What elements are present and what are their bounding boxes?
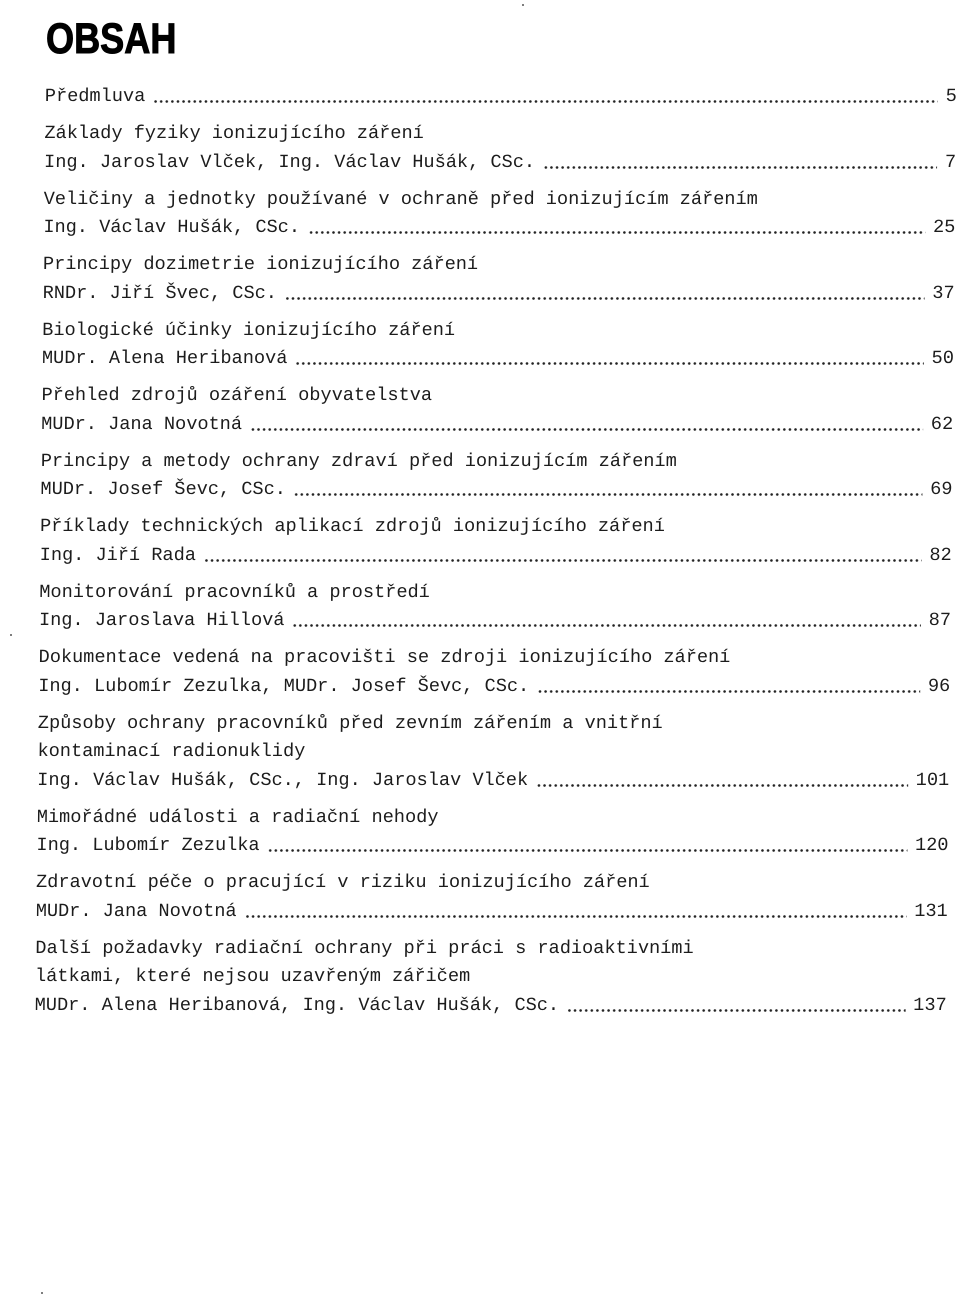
dot-leader [250, 428, 923, 431]
toc-entry [45, 83, 957, 112]
toc-entry-authors: Ing. Václav Hušák, CSc., Ing. Jaroslav Vlček [37, 769, 529, 791]
toc-entry [35, 935, 948, 1021]
toc-entry [38, 644, 951, 701]
dot-leader [285, 297, 924, 300]
toc-entry-title: Principy dozimetrie ionizujícího záření [42, 254, 479, 275]
toc-entry [36, 869, 949, 926]
page-number: 25 [932, 217, 956, 238]
toc-entry-title: Dokumentace vedená na pracovišti se zdroji ionizujícího záření [38, 647, 731, 668]
toc-entry [41, 382, 954, 439]
toc-entry-authors: MUDr. Josef Ševc, CSc. [40, 479, 287, 500]
toc-entry-title: Biologické účinky ionizujícího záření [42, 319, 456, 341]
toc-entry-title: Mimořádné události a radiační nehody [36, 806, 439, 828]
page-number: 7 [944, 151, 957, 173]
toc-entry-authors: Ing. Jaroslava Hillová [38, 610, 285, 631]
toc-entry [40, 448, 953, 505]
toc-entry-authors: MUDr. Jana Novotná [35, 900, 237, 922]
page-title: OBSAH [46, 15, 177, 63]
toc-entry-authors: RNDr. Jiří Švec, CSc. [42, 282, 278, 304]
dot-leader [295, 362, 923, 365]
dot-leader [536, 784, 908, 787]
toc-entry-line [41, 411, 953, 440]
toc-entry-line [42, 345, 954, 374]
toc-entry [43, 186, 956, 243]
toc-entry-title: Monitorování pracovníků a prostředí [39, 581, 430, 603]
toc-entry-line [44, 149, 956, 178]
toc-entry [40, 513, 953, 570]
toc-entry-title: Veličiny a jednotky používané v ochraně před ionizujícím zářením [43, 188, 758, 210]
toc-entry [39, 579, 952, 636]
page-number: 101 [915, 769, 950, 791]
dot-leader [153, 100, 937, 103]
page-number: 69 [930, 479, 953, 500]
scan-speck [41, 1292, 43, 1294]
toc-entry-authors: Ing. Lubomír Zezulka [36, 835, 260, 856]
toc-entry-line [40, 476, 952, 505]
toc-entry-line [36, 898, 948, 927]
toc-entry-line [36, 832, 948, 861]
toc-entry-title: Zdravotní péče o pracující v riziku ionizujícího záření [35, 872, 650, 893]
dot-leader [204, 559, 921, 562]
toc-entry-authors: Ing. Lubomír Zezulka, MUDr. Josef Ševc, CSc. [38, 675, 530, 697]
toc-entry-title: Příklady technických aplikací zdrojů ionizujícího záření [39, 516, 666, 537]
dot-leader [543, 166, 937, 169]
page-number: 62 [930, 413, 954, 435]
toc-entry-title: Základy fyziky ionizujícího záření [44, 123, 424, 144]
toc-entry [42, 251, 955, 308]
toc-entry-line [38, 673, 950, 702]
page-number: 82 [929, 544, 952, 566]
dot-leader [537, 690, 920, 693]
toc-entry-authors: MUDr. Jana Novotná [41, 413, 243, 435]
dot-leader [245, 915, 907, 918]
toc-entry-authors: MUDr. Alena Heribanová, Ing. Václav Hušák, CSc. [34, 994, 560, 1016]
page-number: 37 [932, 282, 955, 304]
dot-leader [294, 493, 922, 496]
toc-entry-title: kontaminací radionuklidy [37, 741, 306, 762]
toc-entry-title: Principy a metody ochrany zdraví před ionizujícím zářením [40, 450, 677, 472]
toc-entry [36, 804, 949, 861]
page-number: 120 [914, 835, 949, 856]
page-number: 5 [945, 86, 957, 107]
page-number: 137 [913, 994, 947, 1016]
toc-entry-title: Přehled zdrojů ozáření obyvatelstva [41, 385, 433, 406]
page-number: 87 [928, 610, 952, 631]
toc-entry-authors: Ing. Jaroslav Vlček, Ing. Václav Hušák, CSc. [44, 151, 536, 173]
toc-entry-authors: Ing. Václav Hušák, CSc. [43, 217, 301, 238]
toc-entry-title: látkami, které nejsou uzavřeným zářičem [34, 966, 471, 987]
toc-entry-authors: MUDr. Alena Heribanová [41, 348, 288, 369]
toc-entry-line [43, 214, 955, 243]
toc-entry-title: Předmluva [44, 86, 146, 107]
table-of-contents [35, 83, 957, 1020]
toc-entry-line [35, 992, 947, 1021]
toc-entry-authors: Ing. Jiří Rada [39, 544, 197, 566]
dot-leader [292, 624, 920, 627]
toc-entry-title: Způsoby ochrany pracovníků před zevním zářením a vnitřní [37, 712, 663, 734]
toc-entry-line [37, 767, 949, 796]
dot-leader [308, 231, 925, 234]
toc-entry-line [40, 542, 952, 571]
dot-leader [567, 1009, 905, 1012]
toc-entry [42, 317, 955, 374]
dot-leader [268, 849, 907, 852]
toc-entry-line [42, 280, 954, 309]
toc-entry [44, 120, 957, 177]
toc-entry [37, 710, 950, 796]
scan-speck [10, 634, 12, 636]
toc-entry-line [39, 607, 951, 636]
scan-speck [522, 4, 524, 6]
page-number: 96 [927, 675, 951, 697]
toc-entry-title: Další požadavky radiační ochrany při práci s radioaktivními [35, 937, 694, 959]
page-number: 131 [914, 900, 948, 922]
page-number: 50 [931, 348, 955, 369]
toc-entry-line [45, 83, 957, 112]
